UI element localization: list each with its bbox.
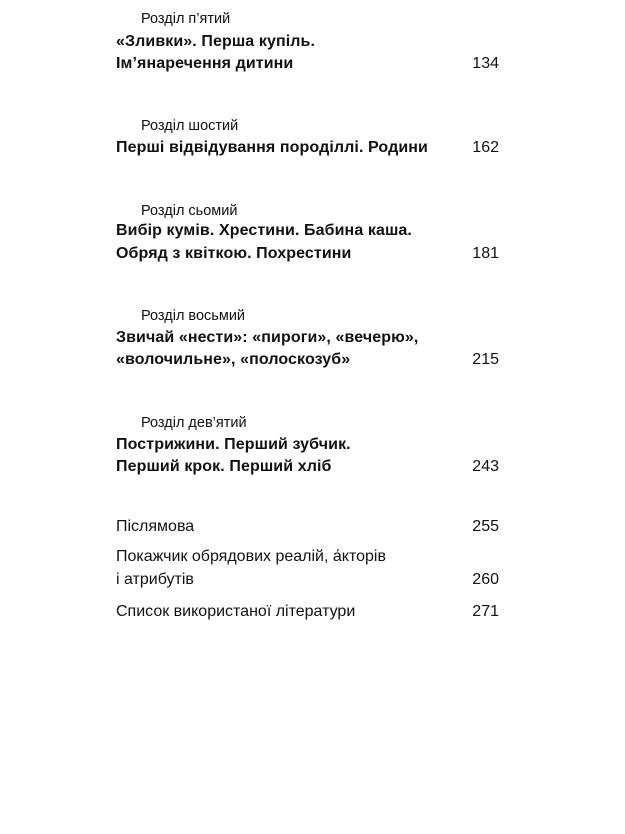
chapter-label: Розділ п’ятий bbox=[141, 11, 231, 27]
chapter-label: Розділ сьомий bbox=[141, 203, 238, 219]
chapter-title-line: Звичай «нести»: «пироги», «вечерю», bbox=[116, 329, 419, 346]
chapter-title-line: Перші відвідування породіллі. Родини bbox=[116, 139, 428, 156]
page-number: 215 bbox=[472, 351, 499, 368]
chapter-title-line: «волочильне», «полоскозуб» bbox=[116, 351, 351, 368]
chapter-label: Розділ дев’ятий bbox=[141, 415, 247, 431]
entry-title-line: і атрибутів bbox=[116, 571, 194, 588]
chapter-label: Розділ шостий bbox=[141, 118, 239, 134]
chapter-title-line: «Зливки». Перша купіль. bbox=[116, 33, 316, 50]
page-number: 134 bbox=[472, 55, 499, 72]
chapter-label: Розділ восьмий bbox=[141, 308, 246, 324]
entry-title-line: Післямова bbox=[116, 518, 195, 535]
chapter-title-line: Вибір кумів. Хрестини. Бабина каша. bbox=[116, 222, 412, 239]
chapter-title-line: Перший крок. Перший хліб bbox=[116, 458, 332, 475]
chapter-title-line: Обряд з квіткою. Похрестини bbox=[116, 245, 352, 262]
page-number: 260 bbox=[472, 571, 499, 588]
page-number: 162 bbox=[472, 139, 499, 156]
entry-title-line: Список використаної літератури bbox=[116, 603, 356, 620]
page-number: 243 bbox=[472, 458, 499, 475]
page-number: 255 bbox=[472, 518, 499, 535]
chapter-title-line: Пострижини. Перший зубчик. bbox=[116, 436, 351, 453]
page-number: 181 bbox=[472, 245, 499, 262]
chapter-title-line: Ім’янаречення дитини bbox=[116, 55, 294, 72]
entry-title-line: Покажчик обрядових реалій, а́кторів bbox=[116, 548, 386, 565]
page-number: 271 bbox=[472, 603, 499, 620]
